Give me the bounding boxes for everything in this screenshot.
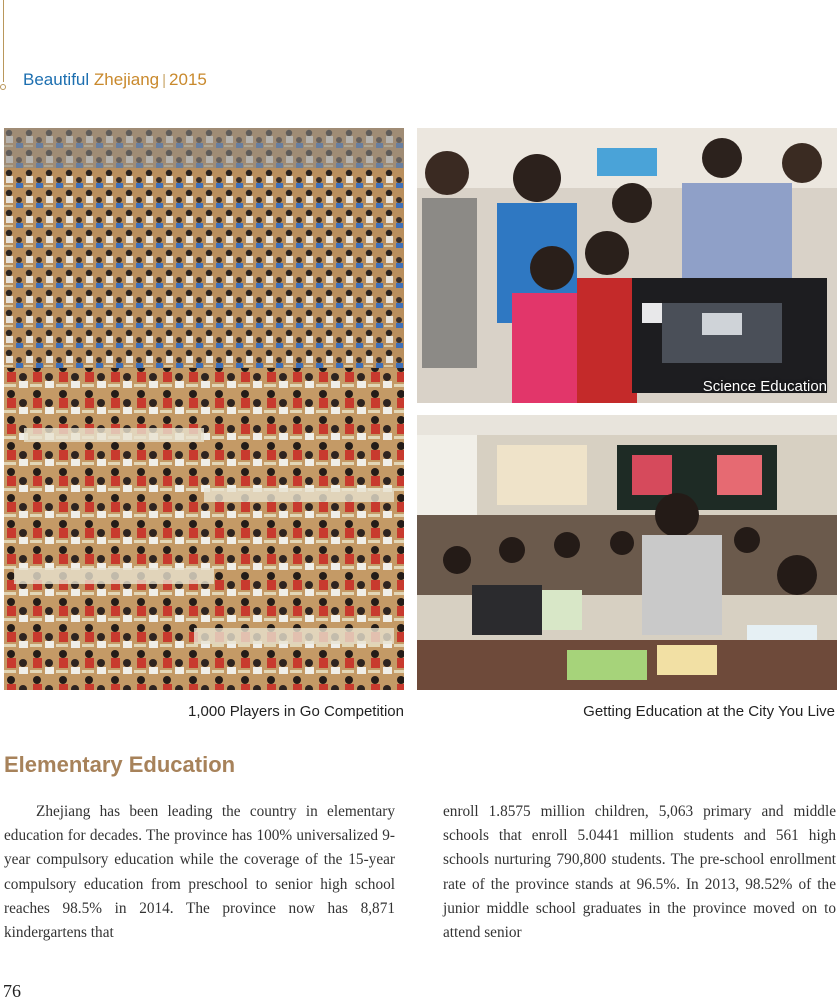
classroom-photo [417,415,837,690]
header-brand-second: Zhejiang [93,70,160,89]
classroom-caption: Getting Education at the City You Live [583,703,835,720]
body-text-left: Zhejiang has been leading the country in elementary education for decades. The province has 100% universalized 9-year compulsory education while the coverage of the 15-year compulsory education from preschool to senior high school reaches 98.5% in 2014. The province now has 8,871 kindergartens that [4,803,395,942]
header-separator: | [162,72,167,89]
go-competition-photo [4,128,404,690]
page-number: 76 [3,981,21,1001]
header-dot [0,84,6,90]
science-education-photo [417,128,837,403]
section-title: Elementary Education [4,752,236,777]
header-year: 2015 [169,70,207,89]
running-header [23,69,207,92]
body-text-right: enroll 1.8575 million children, 5,063 primary and middle schools that enroll 5.0441 million students and 561 high schools nurturing 790,800 students. The pre-school enrollment rate of the province stands at 96.5%. In 2013, 98.52% of the junior middle school graduates in the province moved on to attend senior [443,803,836,942]
header-rule [3,0,4,82]
science-education-caption: Science Education [702,378,827,395]
header-brand-first: Beautiful [23,70,90,89]
go-competition-caption: 1,000 Players in Go Competition [188,703,404,720]
